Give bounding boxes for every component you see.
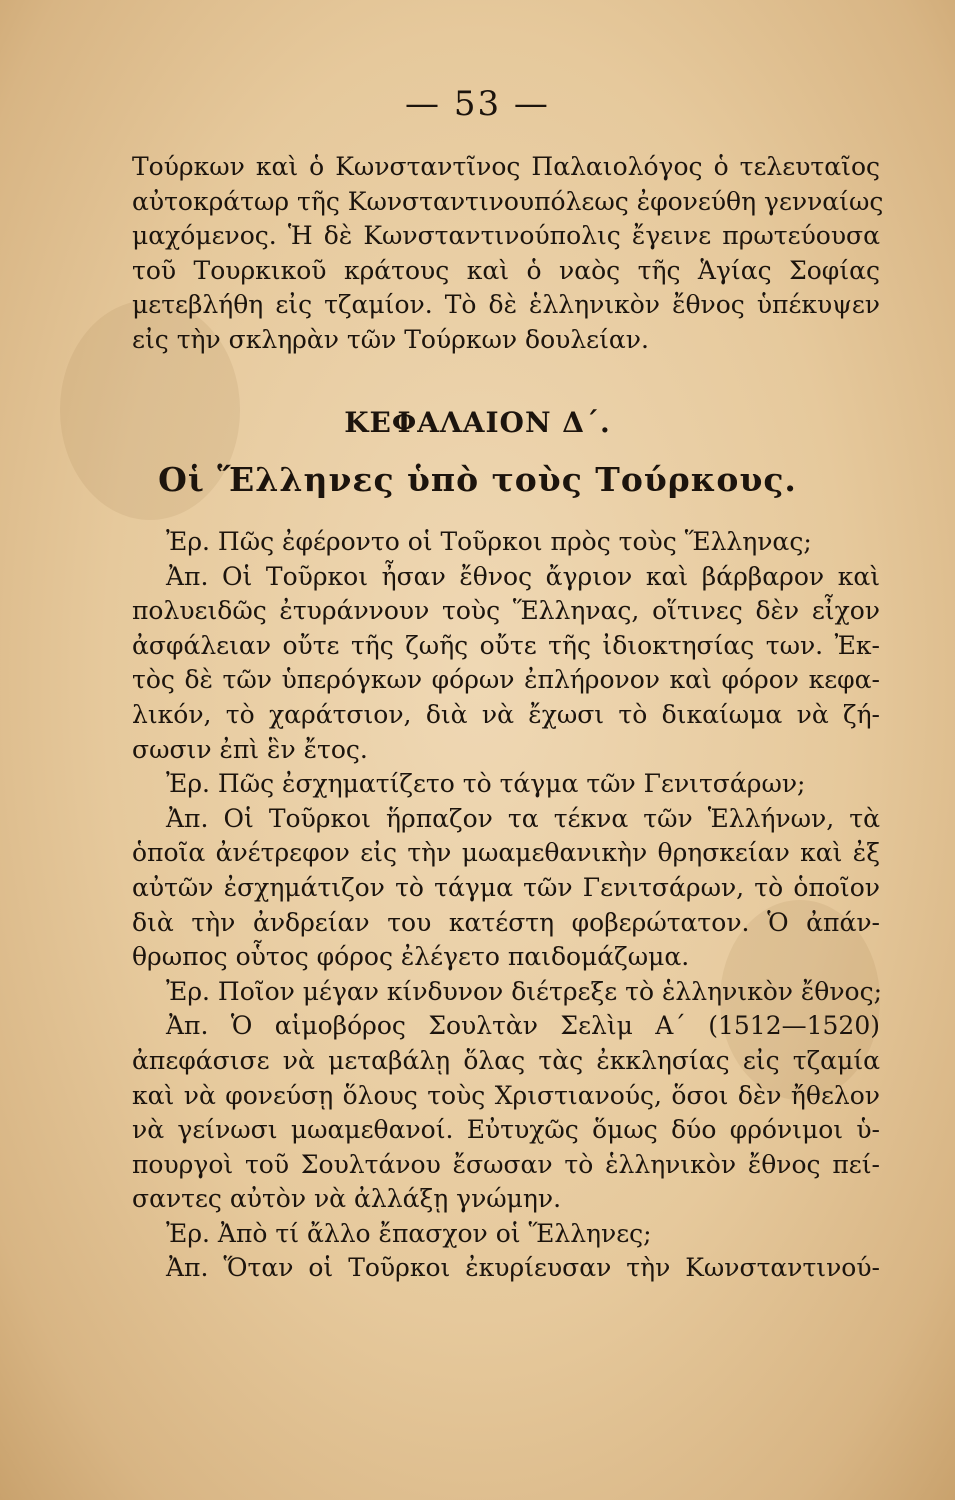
text-line: τὸς δὲ τῶν ὑπερόγκων φόρων ἐπλήρονον καὶ φόρον κεφα- — [132, 665, 880, 695]
text-line: καὶ νὰ φονεύσῃ ὅλους τοὺς Χριστιανούς, ὅσοι δὲν ἤθελον — [132, 1080, 880, 1110]
text-line: Ἐρ. Ἀπὸ τί ἄλλο ἔπασχον οἱ Ἕλληνες; — [166, 1218, 652, 1248]
text-line: λικόν, τὸ χαράτσιον, διὰ νὰ ἔχωσι τὸ δικαίωμα νὰ ζή- — [132, 699, 880, 729]
chapter-heading: ΚΕΦΑΛΑΙΟΝ Δ΄. — [344, 406, 611, 439]
text-line: αὐτῶν ἐσχημάτιζον τὸ τάγμα τῶν Γενιτσάρων, τὸ ὁποῖον — [132, 872, 880, 902]
text-line: ἀσφάλειαν οὔτε τῆς ζωῆς οὔτε τῆς ἰδιοκτησίας των. Ἐκ- — [132, 630, 880, 660]
qa-section — [132, 525, 883, 1286]
text-line: θρωπος οὗτος φόρος ἐλέγετο παιδομάζωμα. — [132, 942, 690, 972]
text-line: Ἀπ. Οἱ Τοῦρκοι ἦσαν ἔθνος ἄγριον καὶ βάρβαρον καὶ — [166, 561, 880, 591]
answer — [132, 560, 880, 768]
question — [132, 767, 880, 802]
text-line: σαντες αὐτὸν νὰ ἀλλάξῃ γνώμην. — [132, 1184, 562, 1214]
text-line: μετεβλήθη εἰς τζαμίον. Τὸ δὲ ἑλληνικὸν ἔθνος ὑπέκυψεν — [132, 290, 880, 320]
text-line: Ἀπ. Ὅταν οἱ Τοῦρκοι ἐκυρίευσαν τὴν Κωνσταντινού- — [166, 1253, 880, 1283]
chapter-title: Οἱ Ἕλληνες ὑπὸ τοὺς Τούρκους. — [158, 460, 797, 499]
text-line: αὐτοκράτωρ τῆς Κωνσταντινουπόλεως ἐφονεύθη γενναίως — [132, 186, 884, 216]
text-line: σωσιν ἐπὶ ἓν ἔτος. — [132, 734, 368, 764]
answer — [132, 802, 880, 975]
answer — [132, 1009, 880, 1217]
text-line: τοῦ Τουρκικοῦ κράτους καὶ ὁ ναὸς τῆς Ἁγίας Σοφίας — [132, 255, 880, 285]
intro-paragraph — [132, 150, 884, 358]
text-line: ἀπεφάσισε νὰ μεταβάλῃ ὅλας τὰς ἐκκλησίας εἰς τζαμία — [132, 1045, 880, 1075]
page-number: — 53 — — [405, 84, 550, 124]
answer — [132, 1251, 880, 1286]
text-line: διὰ τὴν ἀνδρείαν του κατέστη φοβερώτατον. Ὁ ἀπάν- — [132, 907, 880, 937]
question — [132, 975, 883, 1010]
text-line: Ἐρ. Πῶς ἐφέροντο οἱ Τοῦρκοι πρὸς τοὺς Ἕλληνας; — [166, 527, 812, 556]
question — [132, 525, 880, 560]
question — [132, 1217, 880, 1252]
text-line: εἰς τὴν σκληρὰν τῶν Τούρκων δουλείαν. — [132, 324, 649, 354]
text-line: νὰ γείνωσι μωαμεθανοί. Εὐτυχῶς ὅμως δύο φρόνιμοι ὑ- — [132, 1115, 880, 1145]
text-line: Ἐρ. Ποῖον μέγαν κίνδυνον διέτρεξε τὸ ἑλληνικὸν ἔθνος; — [166, 976, 883, 1006]
text-line: Ἀπ. Ὁ αἱμοβόρος Σουλτὰν Σελὶμ Α΄ (1512—1520) — [166, 1011, 880, 1041]
text-line: Ἐρ. Πῶς ἐσχηματίζετο τὸ τάγμα τῶν Γενιτσάρων; — [166, 769, 806, 799]
text-line: Τούρκων καὶ ὁ Κωνσταντῖνος Παλαιολόγος ὁ τελευταῖος — [132, 152, 880, 181]
text-line: πουργοὶ τοῦ Σουλτάνου ἔσωσαν τὸ ἑλληνικὸν ἔθνος πεί- — [132, 1149, 880, 1179]
text-line: πολυειδῶς ἐτυράννουν τοὺς Ἕλληνας, οἵτινες δὲν εἶχον — [132, 596, 880, 626]
text-line: μαχόμενος. Ἡ δὲ Κωνσταντινούπολις ἔγεινε πρωτεύουσα — [132, 221, 880, 251]
text-line: ὁποῖα ἀνέτρεφον εἰς τὴν μωαμεθανικὴν θρησκείαν καὶ ἐξ — [132, 838, 880, 868]
text-line: Ἀπ. Οἱ Τοῦρκοι ἥρπαζον τα τέκνα τῶν Ἑλλήνων, τὰ — [166, 803, 880, 833]
